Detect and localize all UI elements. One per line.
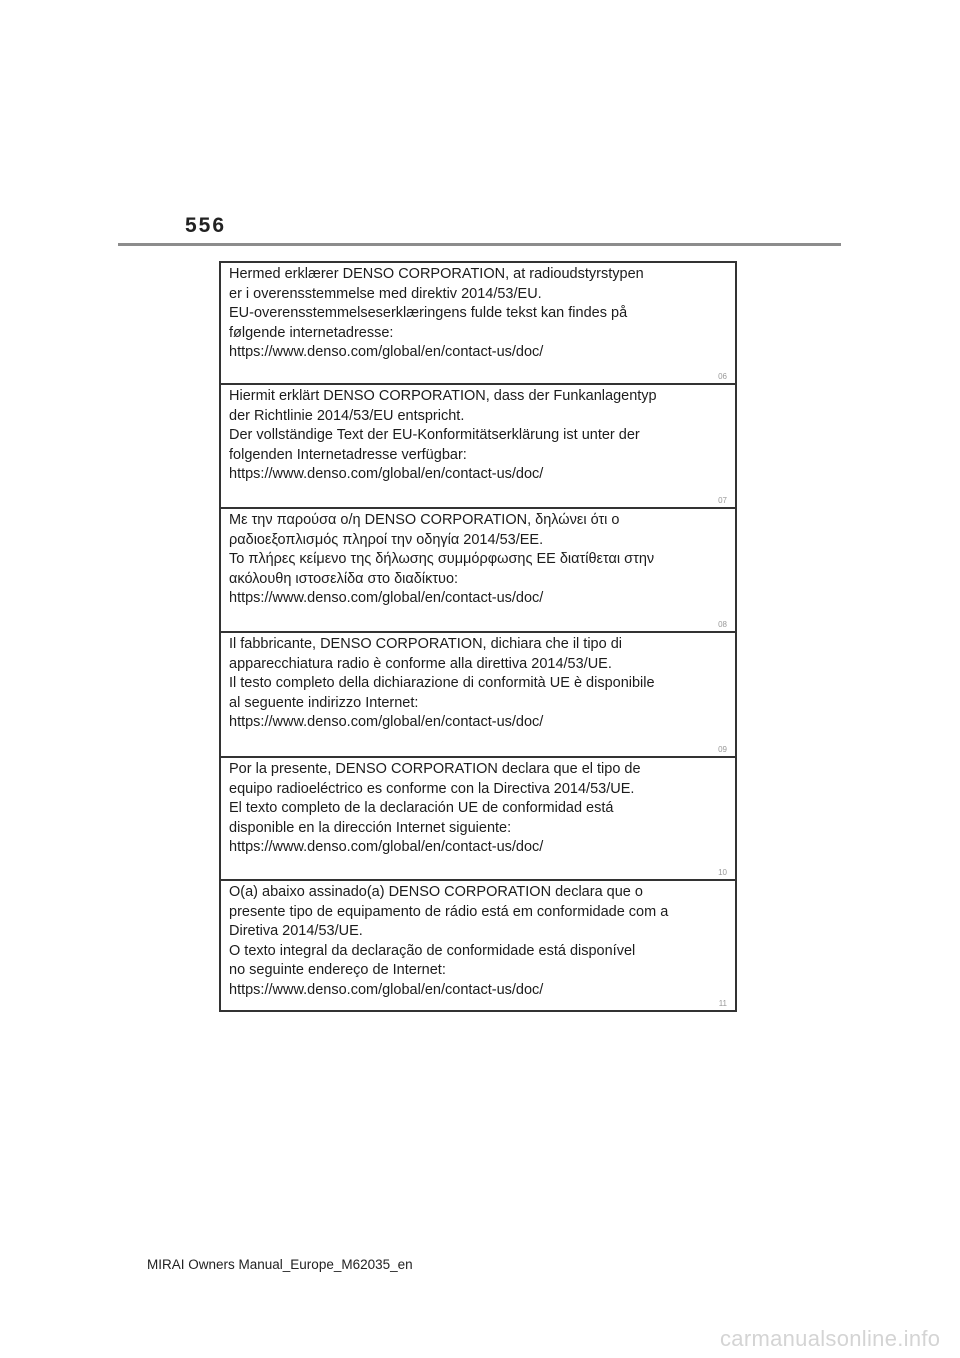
- page-number: 556: [185, 214, 227, 237]
- footer-text: MIRAI Owners Manual_Europe_M62035_en: [147, 1257, 413, 1272]
- declaration-code: 06: [718, 372, 727, 381]
- declaration-code: 07: [718, 496, 727, 505]
- declaration-code: 10: [718, 868, 727, 877]
- declaration-text: O(a) abaixo assinado(a) DENSO CORPORATION declara que o presente tipo de equipamento de rádio está em conformidade com a Diretiva 2014/53/UE. O texto integral da declaração de conformidade está disponível no seguinte endereço de Internet: https://www.denso.com/global/en/contact-us/doc/: [229, 884, 669, 998]
- declaration-text: Por la presente, DENSO CORPORATION declara que el tipo de equipo radioeléctrico es conforme con la Directiva 2014/53/UE. El texto completo de la declaración UE de conformidad está disponible en la dirección Internet siguiente: https://www.denso.com/global/en/contact-us/doc/: [229, 761, 641, 855]
- declaration-box: [219, 261, 737, 1012]
- declaration-code: 11: [718, 999, 727, 1008]
- declaration-code: 09: [718, 745, 727, 754]
- watermark: carmanualsonline.info: [720, 1326, 941, 1351]
- declaration-code: 08: [718, 620, 727, 629]
- declaration-text: Hiermit erklärt DENSO CORPORATION, dass der Funkanlagentyp der Richtlinie 2014/53/EU entspricht. Der vollständige Text der EU-Konformitätserklärung ist unter der folgenden Internetadresse verfügbar: https://www.denso.com/global/en/contact-us/doc/: [229, 388, 657, 482]
- declaration-text: Hermed erklærer DENSO CORPORATION, at radioudstyrstypen er i overensstemmelse med direktiv 2014/53/EU. EU-overensstemmelseserklæringens fulde tekst kan findes på følgende internetadresse: https://www.denso.com/global/en/contact-us/doc/: [229, 266, 644, 360]
- declaration-el: [221, 509, 735, 633]
- declaration-es: [221, 758, 735, 881]
- declaration-da: [221, 263, 735, 385]
- declaration-de: [221, 385, 735, 509]
- declaration-it: [221, 633, 735, 758]
- header-rule: [118, 243, 841, 246]
- declaration-text: Με την παρούσα ο/η DENSO CORPORATION, δηλώνει ότι ο ραδιοεξοπλισμός πληροί την οδηγία 2014/53/ΕΕ. Το πλήρες κείμενο της δήλωσης συμμόρφωσης ΕΕ διατίθεται στην ακόλουθη ιστοσελίδα στο διαδίκτυο: https://www.denso.com/global/en/contact-us/doc/: [229, 512, 655, 606]
- declaration-pt: [221, 881, 735, 1010]
- declaration-text: Il fabbricante, DENSO CORPORATION, dichiara che il tipo di apparecchiatura radio è conforme alla direttiva 2014/53/UE. Il testo completo della dichiarazione di conformità UE è disponibile al seguente indirizzo Internet: https://www.denso.com/global/en/contact-us/doc/: [229, 636, 655, 730]
